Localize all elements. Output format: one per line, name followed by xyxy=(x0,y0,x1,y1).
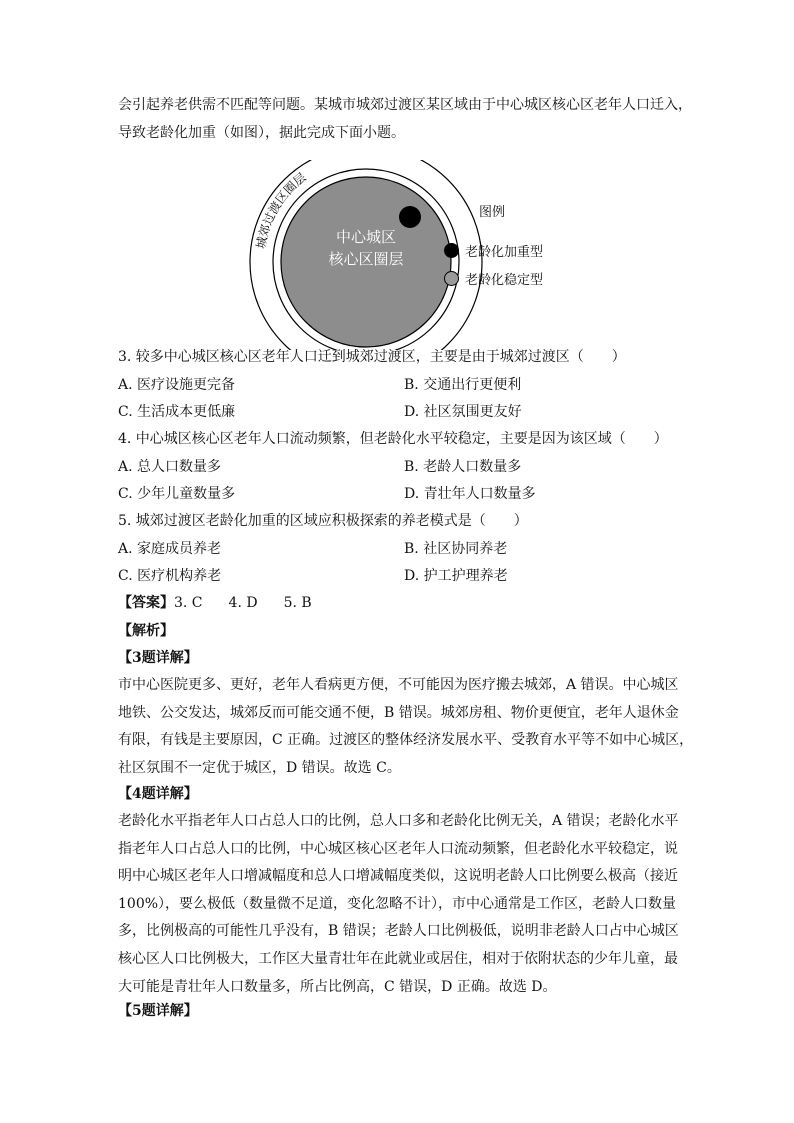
answer-item-3: 3. C xyxy=(174,595,203,611)
question-3-stem: 3. 较多中心城区核心区老年人口迁到城郊过渡区，主要是由于城郊过渡区（ ） xyxy=(118,349,626,365)
question-4-option-d: D. 青壮年人口数量多 xyxy=(404,486,536,502)
ring-label: 城郊过渡区圈层 xyxy=(253,170,309,250)
detail-4-text: 老龄化水平指老年人口占总人口的比例，总人口多和老龄化比例无关，A 错误；老龄化水平 指老年人口占总人口的比例，中心城区核心区老年人口流动频繁，但老龄化水平较稳定，说 明中心城区老年人口增减幅度和总人口增减幅度类似，这说明老龄人口比例要么极高（接近 100%），要么极低（数量微不足道，变化忽略不计），市中心通常是工作区，老龄人口数量 多，比例极高的可能性几乎没有，B 错误；老龄人口比例极低，说明非老龄人口占中心城区 核心区人口比例极大，工作区大量青壮年在此就业或居住，相对于依附状态的少年儿童，最 大可能是青壮年人口数量多，所占比例高，C 错误，D 正确。故选 D。 xyxy=(118,813,679,995)
detail-5-label: 【5题详解】 xyxy=(118,1003,198,1019)
question-5-option-d: D. 护工护理养老 xyxy=(404,568,508,584)
question-4-option-a: A. 总人口数量多 xyxy=(118,459,222,475)
legend-item-intensified: 老龄化加重型 xyxy=(444,243,543,262)
core-label-1: 中心城区 xyxy=(335,228,397,246)
question-4-stem: 4. 中心城区核心区老年人口流动频繁，但老龄化水平较稳定，主要是因为该区域（ ） xyxy=(118,431,668,447)
question-3-option-c: C. 生活成本更低廉 xyxy=(118,404,236,420)
question-5-option-b: B. 社区协同养老 xyxy=(404,541,508,557)
question-4-option-b: B. 老龄人口数量多 xyxy=(404,459,522,475)
question-4-option-c: C. 少年儿童数量多 xyxy=(118,486,236,502)
question-3-option-b: B. 交通出行更便利 xyxy=(404,377,522,393)
question-5-option-c: C. 医疗机构养老 xyxy=(118,568,222,584)
legend-title: 图例 xyxy=(479,205,506,220)
legend-item-stable: 老龄化稳定型 xyxy=(444,271,543,290)
detail-3-label: 【3题详解】 xyxy=(118,650,198,666)
question-5-option-a: A. 家庭成员养老 xyxy=(118,541,222,557)
core-label-2: 核心区圈层 xyxy=(328,250,404,268)
aging-intensified-marker xyxy=(399,206,421,228)
answer-item-4: 4. D xyxy=(228,595,258,611)
answer-label: 【答案】 xyxy=(118,595,174,611)
answer-item-5: 5. B xyxy=(283,595,312,611)
answer-line xyxy=(118,593,312,613)
analysis-label: 【解析】 xyxy=(118,623,174,639)
question-3-option-a: A. 医疗设施更完备 xyxy=(118,377,236,393)
question-5-stem: 5. 城郊过渡区老龄化加重的区域应积极探索的养老模式是（ ） xyxy=(118,513,528,529)
black-dot-icon xyxy=(444,243,459,258)
question-3-option-d: D. 社区氛围更友好 xyxy=(404,404,522,420)
intro-line-1: 会引起养老供需不匹配等问题。某城市城郊过渡区某区域由于中心城区核心区老年人口迁入， xyxy=(118,97,692,113)
intro-line-2: 导致老龄化加重（如图），据此完成下面小题。 xyxy=(118,125,405,141)
grey-dot-icon xyxy=(444,271,459,286)
detail-3-text: 市中心医院更多、更好，老年人看病更方便，不可能因为医疗搬去城郊，A 错误。中心城区 地铁、公交发达，城郊反而可能交通不便，B 错误。城郊房租、物价更便宜，老年人退休金 有限，有钱是主要原因，C 正确。过渡区的整体经济发展水平、受教育水平等不如中心城区， 社区氛围不一定优于城区，D 错误。故选 C。 xyxy=(118,677,694,776)
detail-4-label: 【4题详解】 xyxy=(118,786,198,802)
